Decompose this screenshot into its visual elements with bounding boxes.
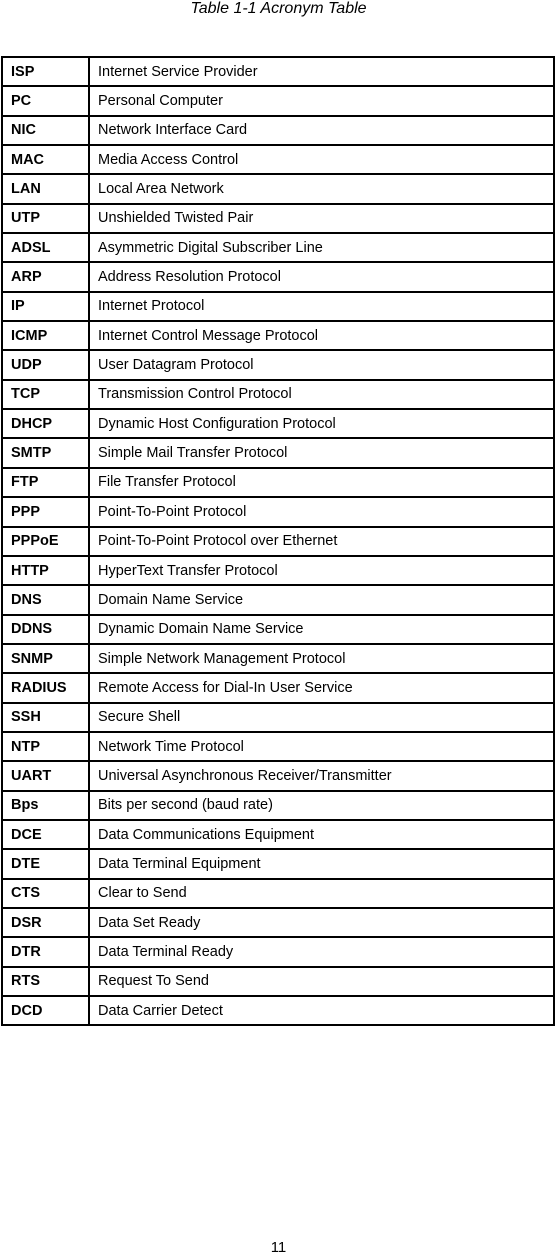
meaning-cell: Simple Network Management Protocol bbox=[89, 644, 554, 673]
acronym-cell: SNMP bbox=[2, 644, 89, 673]
table-row bbox=[2, 615, 554, 644]
table-row bbox=[2, 879, 554, 908]
meaning-cell: Bits per second (baud rate) bbox=[89, 791, 554, 820]
meaning-cell: Internet Service Provider bbox=[89, 57, 554, 86]
meaning-cell: Secure Shell bbox=[89, 703, 554, 732]
table-row bbox=[2, 380, 554, 409]
table-row bbox=[2, 86, 554, 115]
table-row bbox=[2, 556, 554, 585]
table-row bbox=[2, 908, 554, 937]
table-row bbox=[2, 468, 554, 497]
acronym-cell: ICMP bbox=[2, 321, 89, 350]
table-row bbox=[2, 820, 554, 849]
acronym-cell: ARP bbox=[2, 262, 89, 291]
acronym-cell: CTS bbox=[2, 879, 89, 908]
acronym-cell: ISP bbox=[2, 57, 89, 86]
meaning-cell: Dynamic Domain Name Service bbox=[89, 615, 554, 644]
acronym-cell: UART bbox=[2, 761, 89, 790]
table-row bbox=[2, 644, 554, 673]
meaning-cell: Transmission Control Protocol bbox=[89, 380, 554, 409]
meaning-cell: Internet Control Message Protocol bbox=[89, 321, 554, 350]
table-row bbox=[2, 57, 554, 86]
meaning-cell: Point-To-Point Protocol bbox=[89, 497, 554, 526]
acronym-cell: DDNS bbox=[2, 615, 89, 644]
table-row bbox=[2, 849, 554, 878]
table-row bbox=[2, 937, 554, 966]
table-row bbox=[2, 438, 554, 467]
acronym-cell: DNS bbox=[2, 585, 89, 614]
acronym-cell: SMTP bbox=[2, 438, 89, 467]
acronym-cell: PPPoE bbox=[2, 527, 89, 556]
acronym-cell: TCP bbox=[2, 380, 89, 409]
acronym-cell: DTE bbox=[2, 849, 89, 878]
meaning-cell: Network Interface Card bbox=[89, 116, 554, 145]
table-row bbox=[2, 703, 554, 732]
acronym-cell: ADSL bbox=[2, 233, 89, 262]
table-row bbox=[2, 732, 554, 761]
meaning-cell: Universal Asynchronous Receiver/Transmitter bbox=[89, 761, 554, 790]
meaning-cell: Remote Access for Dial-In User Service bbox=[89, 673, 554, 702]
table-row bbox=[2, 761, 554, 790]
table-row bbox=[2, 292, 554, 321]
meaning-cell: Data Terminal Equipment bbox=[89, 849, 554, 878]
acronym-cell: NIC bbox=[2, 116, 89, 145]
meaning-cell: Point-To-Point Protocol over Ethernet bbox=[89, 527, 554, 556]
table-row bbox=[2, 321, 554, 350]
table-row bbox=[2, 673, 554, 702]
table-row bbox=[2, 791, 554, 820]
table-row bbox=[2, 145, 554, 174]
acronym-cell: DSR bbox=[2, 908, 89, 937]
meaning-cell: Asymmetric Digital Subscriber Line bbox=[89, 233, 554, 262]
table-row bbox=[2, 409, 554, 438]
meaning-cell: File Transfer Protocol bbox=[89, 468, 554, 497]
page-number: 11 bbox=[270, 1239, 287, 1256]
acronym-cell: RTS bbox=[2, 967, 89, 996]
acronym-cell: PPP bbox=[2, 497, 89, 526]
acronym-cell: FTP bbox=[2, 468, 89, 497]
meaning-cell: Data Carrier Detect bbox=[89, 996, 554, 1025]
table-row bbox=[2, 527, 554, 556]
acronym-cell: IP bbox=[2, 292, 89, 321]
meaning-cell: Data Communications Equipment bbox=[89, 820, 554, 849]
table-row bbox=[2, 967, 554, 996]
acronym-cell: DTR bbox=[2, 937, 89, 966]
acronym-cell: MAC bbox=[2, 145, 89, 174]
table-caption: Table 1-1 Acronym Table bbox=[190, 0, 367, 17]
acronym-cell: PC bbox=[2, 86, 89, 115]
acronym-cell: SSH bbox=[2, 703, 89, 732]
meaning-cell: HyperText Transfer Protocol bbox=[89, 556, 554, 585]
table-row bbox=[2, 262, 554, 291]
table-row bbox=[2, 174, 554, 203]
acronym-cell: UDP bbox=[2, 350, 89, 379]
acronym-cell: UTP bbox=[2, 204, 89, 233]
table-row bbox=[2, 116, 554, 145]
meaning-cell: Media Access Control bbox=[89, 145, 554, 174]
acronym-table-body bbox=[2, 57, 554, 1025]
meaning-cell: Local Area Network bbox=[89, 174, 554, 203]
meaning-cell: Unshielded Twisted Pair bbox=[89, 204, 554, 233]
table-row bbox=[2, 996, 554, 1025]
acronym-cell: DHCP bbox=[2, 409, 89, 438]
meaning-cell: Personal Computer bbox=[89, 86, 554, 115]
meaning-cell: Clear to Send bbox=[89, 879, 554, 908]
acronym-table bbox=[1, 56, 555, 1026]
meaning-cell: Data Terminal Ready bbox=[89, 937, 554, 966]
acronym-cell: DCD bbox=[2, 996, 89, 1025]
acronym-cell: LAN bbox=[2, 174, 89, 203]
acronym-cell: RADIUS bbox=[2, 673, 89, 702]
acronym-cell: DCE bbox=[2, 820, 89, 849]
meaning-cell: User Datagram Protocol bbox=[89, 350, 554, 379]
acronym-cell: NTP bbox=[2, 732, 89, 761]
meaning-cell: Network Time Protocol bbox=[89, 732, 554, 761]
meaning-cell: Request To Send bbox=[89, 967, 554, 996]
meaning-cell: Domain Name Service bbox=[89, 585, 554, 614]
acronym-cell: HTTP bbox=[2, 556, 89, 585]
meaning-cell: Simple Mail Transfer Protocol bbox=[89, 438, 554, 467]
table-row bbox=[2, 204, 554, 233]
meaning-cell: Internet Protocol bbox=[89, 292, 554, 321]
table-row bbox=[2, 233, 554, 262]
meaning-cell: Dynamic Host Configuration Protocol bbox=[89, 409, 554, 438]
table-row bbox=[2, 585, 554, 614]
acronym-cell: Bps bbox=[2, 791, 89, 820]
table-row bbox=[2, 497, 554, 526]
meaning-cell: Address Resolution Protocol bbox=[89, 262, 554, 291]
meaning-cell: Data Set Ready bbox=[89, 908, 554, 937]
table-row bbox=[2, 350, 554, 379]
